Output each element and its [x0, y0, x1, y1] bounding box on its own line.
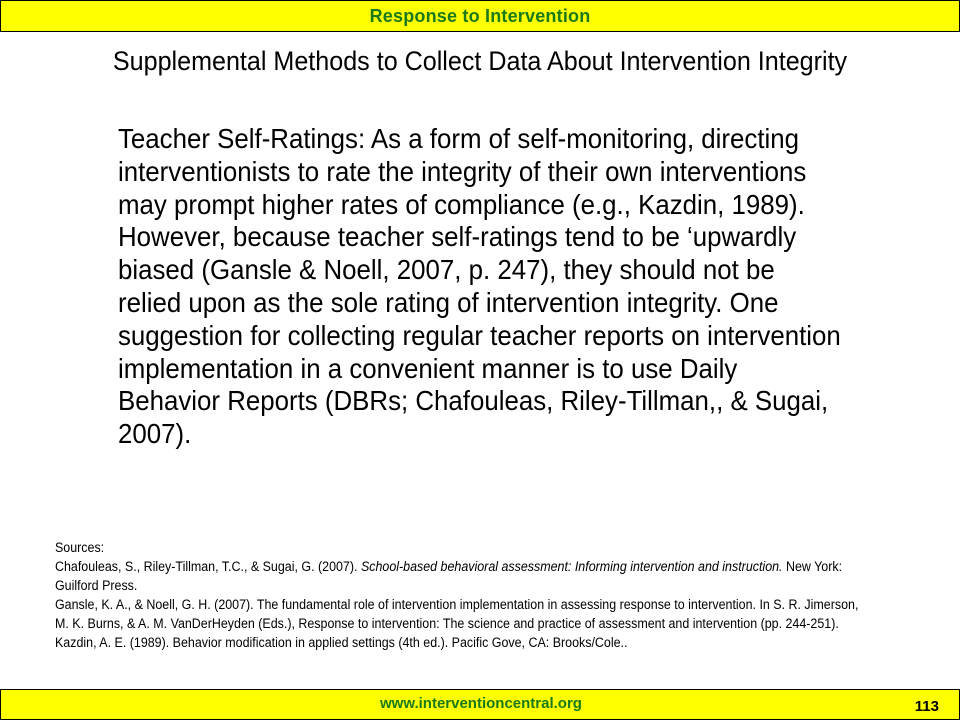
page-number: 113 [914, 698, 939, 715]
slide-title: Supplemental Methods to Collect Data About Intervention Integrity [112, 46, 848, 76]
reference-1-authors: Chafouleas, S., Riley-Tillman, T.C., & Sugai, G. (2007). [55, 559, 358, 574]
source-reference-2: Gansle, K. A., & Noell, G. H. (2007). The fundamental role of intervention implementation in assessing response to intervention. In S. R. Jimerson, M. K. Burns, & A. M. VanDerHeyden (Eds.), Response to intervention: The science and practice of assessment and intervention (pp. 244-251). [55, 597, 859, 631]
sources-section [55, 538, 864, 652]
footer-banner [0, 689, 960, 720]
body-paragraph: Teacher Self-Ratings: As a form of self-monitoring, directing interventionists to rate the integrity of their own interventions may prompt higher rates of compliance (e.g., Kazdin, 1989). However, because teacher self-ratings tend to be ‘upwardly biased (Gansle & Noell, 2007, p. 247), they should not be relied upon as the sole rating of intervention integrity. One suggestion for collecting regular teacher reports on intervention implementation in a convenient manner is to use Daily Behavior Reports (DBRs; Chafouleas, Riley-Tillman,, & Sugai, 2007). [118, 123, 841, 450]
sources-heading: Sources: [55, 540, 105, 555]
source-reference-1 [55, 557, 864, 595]
reference-1-title: School-based behavioral assessment: Informing intervention and instruction. [360, 559, 783, 574]
footer-url-link[interactable]: www.interventioncentral.org [380, 695, 582, 712]
source-reference-3: Kazdin, A. E. (1989). Behavior modification in applied settings (4th ed.). Pacific Gove, CA: Brooks/Cole.. [55, 635, 628, 650]
header-title: Response to Intervention [369, 6, 591, 26]
reference-1-publisher: New York: Guilford Press. [55, 559, 843, 593]
header-banner [0, 0, 960, 32]
